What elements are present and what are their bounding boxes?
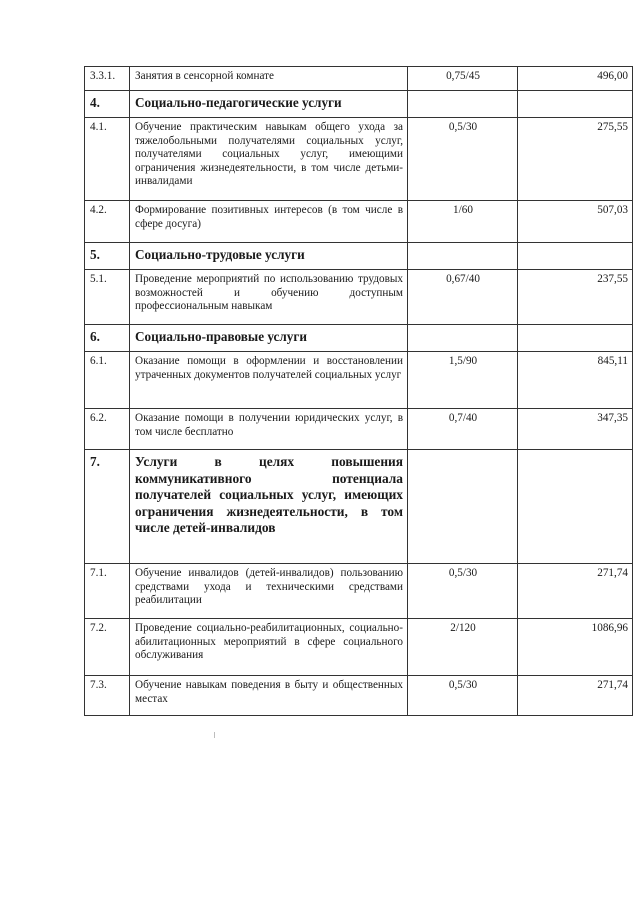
time-norm: 1,5/90: [408, 352, 518, 409]
service-name: Занятия в сенсорной комнате: [130, 67, 408, 91]
section-row: [85, 91, 633, 118]
time-norm: 0,5/30: [408, 564, 518, 619]
time-norm: 0,7/40: [408, 409, 518, 450]
service-price: 275,55: [518, 118, 633, 201]
time-norm: 2/120: [408, 619, 518, 676]
row-number: 4.1.: [85, 118, 130, 201]
service-price: 237,55: [518, 270, 633, 325]
empty-cell: [518, 450, 633, 564]
table-row: [85, 67, 633, 91]
service-price: 271,74: [518, 676, 633, 716]
table-row: [85, 409, 633, 450]
section-title: Услуги в целях повышения коммуникативного потенциала получателей социальных услуг, имеющих ограничения жизнедеятельности, в том числе детей-инвалидов: [130, 450, 408, 564]
empty-cell: [408, 91, 518, 118]
section-number: 5.: [85, 243, 130, 270]
service-price: 271,74: [518, 564, 633, 619]
section-number: 6.: [85, 325, 130, 352]
empty-cell: [408, 325, 518, 352]
services-table: [84, 66, 633, 716]
row-number: 7.1.: [85, 564, 130, 619]
service-name: Оказание помощи в получении юридических услуг, в том числе бесплатно: [130, 409, 408, 450]
service-price: 1086,96: [518, 619, 633, 676]
row-number: 6.2.: [85, 409, 130, 450]
time-norm: 0,5/30: [408, 118, 518, 201]
row-number: 7.3.: [85, 676, 130, 716]
service-name: Формирование позитивных интересов (в том числе в сфере досуга): [130, 201, 408, 243]
service-price: 496,00: [518, 67, 633, 91]
table-row: [85, 270, 633, 325]
table-row: [85, 118, 633, 201]
service-name: Обучение практическим навыкам общего ухода за тяжелобольными получателями социальных услуг, получателями социальных услуг, имеющими ограничения жизнедеятельности, в том числе детьми-инвалидами: [130, 118, 408, 201]
section-number: 4.: [85, 91, 130, 118]
table-row: [85, 564, 633, 619]
section-row: [85, 450, 633, 564]
table-row: [85, 619, 633, 676]
empty-cell: [518, 243, 633, 270]
time-norm: 0,75/45: [408, 67, 518, 91]
service-price: 845,11: [518, 352, 633, 409]
section-row: [85, 243, 633, 270]
service-name: Проведение социально-реабилитационных, социально-абилитационных мероприятий в сфере социального обслуживания: [130, 619, 408, 676]
table-row: [85, 201, 633, 243]
section-title: Социально-трудовые услуги: [130, 243, 408, 270]
table-row: [85, 352, 633, 409]
row-number: 4.2.: [85, 201, 130, 243]
row-number: 6.1.: [85, 352, 130, 409]
service-price: 507,03: [518, 201, 633, 243]
time-norm: 1/60: [408, 201, 518, 243]
section-title: Социально-педагогические услуги: [130, 91, 408, 118]
service-name: Проведение мероприятий по использованию трудовых возможностей и обучению доступным профессиональным навыкам: [130, 270, 408, 325]
service-name: Обучение инвалидов (детей-инвалидов) пользованию средствами ухода и техническими средствами реабилитации: [130, 564, 408, 619]
row-number: 7.2.: [85, 619, 130, 676]
time-norm: 0,5/30: [408, 676, 518, 716]
empty-cell: [408, 450, 518, 564]
table-row: [85, 676, 633, 716]
time-norm: 0,67/40: [408, 270, 518, 325]
service-name: Оказание помощи в оформлении и восстановлении утраченных документов получателей социальных услуг: [130, 352, 408, 409]
empty-cell: [408, 243, 518, 270]
row-number: 3.3.1.: [85, 67, 130, 91]
scan-artifact: [214, 732, 215, 738]
empty-cell: [518, 91, 633, 118]
service-price: 347,35: [518, 409, 633, 450]
section-row: [85, 325, 633, 352]
row-number: 5.1.: [85, 270, 130, 325]
service-name: Обучение навыкам поведения в быту и общественных местах: [130, 676, 408, 716]
empty-cell: [518, 325, 633, 352]
section-number: 7.: [85, 450, 130, 564]
section-title: Социально-правовые услуги: [130, 325, 408, 352]
